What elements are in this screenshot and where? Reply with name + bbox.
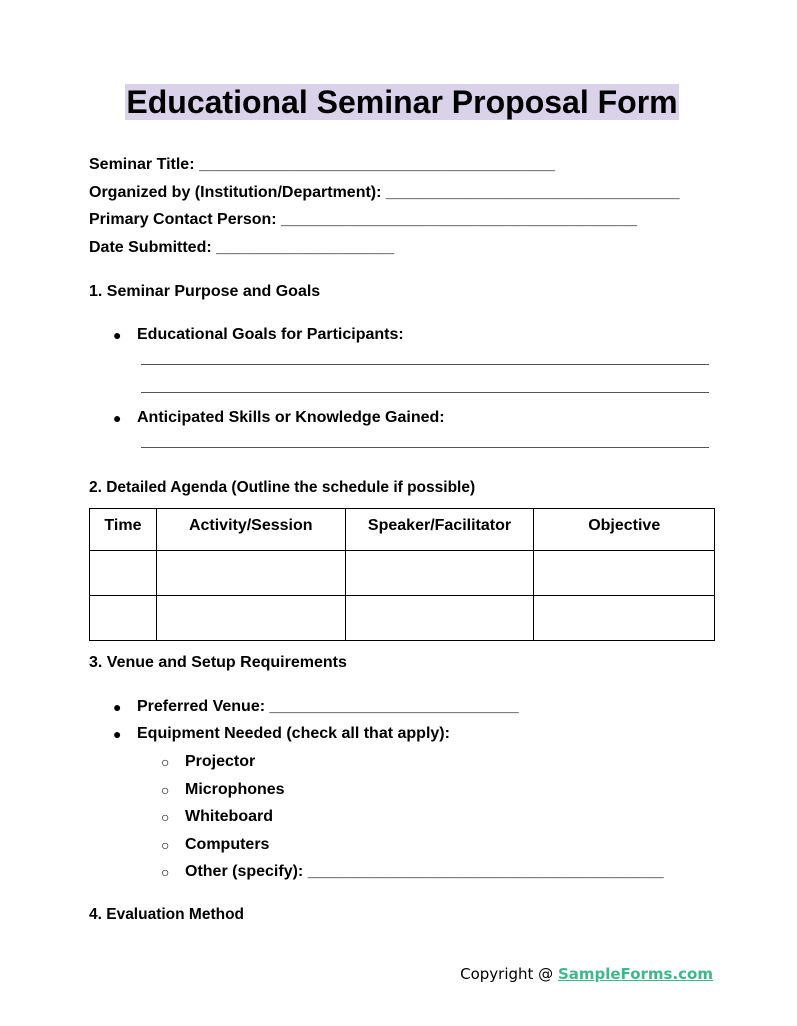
contact-person-field[interactable]: Primary Contact Person: ________________________________________ — [89, 211, 637, 228]
answer-line[interactable] — [141, 364, 709, 365]
table-cell[interactable] — [156, 596, 345, 641]
table-row — [90, 596, 715, 641]
column-header-activity: Activity/Session — [156, 509, 345, 551]
table-cell[interactable] — [90, 551, 157, 596]
page-title: Educational Seminar Proposal Form — [126, 84, 678, 120]
answer-line[interactable] — [141, 392, 709, 393]
copyright-prefix: Copyright @ — [460, 965, 558, 983]
bullet-icon: ● — [113, 699, 122, 715]
checkbox-circle-icon[interactable]: ○ — [161, 864, 170, 880]
option-label[interactable]: Other (specify): ________________________________________ — [185, 863, 664, 880]
checkbox-circle-icon[interactable]: ○ — [161, 782, 170, 798]
answer-line[interactable] — [141, 447, 709, 448]
table-cell[interactable] — [156, 551, 345, 596]
option-label: Computers — [185, 836, 270, 853]
bullet-anticipated-skills — [113, 408, 445, 488]
organized-by-field[interactable]: Organized by (Institution/Department): _________________________________ — [89, 184, 680, 201]
table-cell[interactable] — [345, 596, 534, 641]
table-cell[interactable] — [534, 551, 715, 596]
column-header-objective: Objective — [534, 509, 715, 551]
option-label: Projector — [185, 753, 256, 770]
checkbox-circle-icon[interactable]: ○ — [161, 837, 170, 853]
option-label: Whiteboard — [185, 808, 273, 825]
table-cell[interactable] — [534, 596, 715, 641]
brand-link[interactable]: SampleForms.com — [557, 965, 713, 983]
section-1-heading: 1. Seminar Purpose and Goals — [89, 283, 321, 300]
option-label: Microphones — [185, 781, 285, 798]
table-header-row — [90, 509, 715, 551]
bullet-icon: ● — [113, 410, 122, 426]
section-4-heading: 4. Evaluation Method — [89, 906, 245, 923]
agenda-table — [89, 508, 715, 641]
date-submitted-field[interactable]: Date Submitted: ____________________ — [89, 239, 395, 256]
bullet-educational-goals — [113, 325, 404, 405]
table-cell[interactable] — [345, 551, 534, 596]
section-2-heading: 2. Detailed Agenda (Outline the schedule if possible) — [89, 479, 476, 496]
bullet-icon: ● — [113, 726, 122, 742]
bullet-label: Anticipated Skills or Knowledge Gained: — [137, 409, 445, 426]
bullet-icon: ● — [113, 327, 122, 343]
checkbox-circle-icon[interactable]: ○ — [161, 754, 170, 770]
copyright-footer — [460, 964, 713, 984]
column-header-speaker: Speaker/Facilitator — [345, 509, 534, 551]
bullet-label: Equipment Needed (check all that apply): — [137, 725, 450, 742]
section-3-heading: 3. Venue and Setup Requirements — [89, 654, 347, 671]
column-header-time: Time — [90, 509, 157, 551]
table-cell[interactable] — [90, 596, 157, 641]
bullet-label: Educational Goals for Participants: — [137, 326, 404, 343]
checkbox-circle-icon[interactable]: ○ — [161, 809, 170, 825]
table-row — [90, 551, 715, 596]
preferred-venue-field[interactable]: Preferred Venue: ____________________________ — [137, 698, 519, 715]
seminar-title-field[interactable]: Seminar Title: ________________________________________ — [89, 156, 555, 173]
